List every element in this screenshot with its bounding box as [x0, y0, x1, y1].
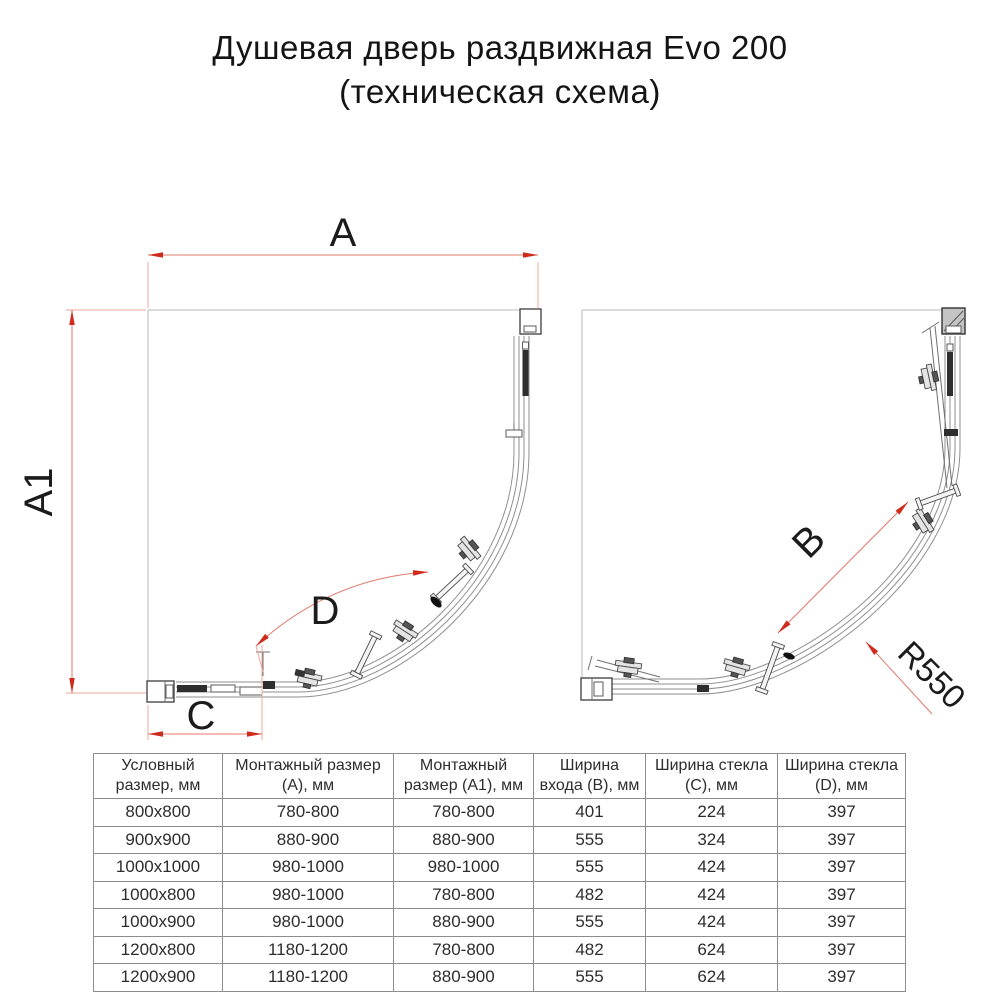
table-cell: 1180-1200 [223, 964, 394, 992]
table-cell: 401 [534, 799, 646, 827]
table-cell: 980-1000 [223, 909, 394, 937]
table-cell: 555 [534, 909, 646, 937]
table-cell: 780-800 [223, 799, 394, 827]
door-stop [697, 685, 709, 692]
table-cell: 780-800 [394, 799, 534, 827]
table-cell: 624 [646, 964, 778, 992]
table-cell: 424 [646, 854, 778, 882]
table-cell: 397 [778, 909, 906, 937]
dim-label-A1: A1 [17, 467, 61, 517]
title-line2: (техническая схема) [339, 72, 661, 110]
wall-profile-top [520, 309, 541, 334]
table-cell: 624 [646, 936, 778, 964]
table-cell: 880-900 [223, 826, 394, 854]
table-cell: 980-1000 [223, 881, 394, 909]
table-row [94, 909, 906, 937]
table-cell: 397 [778, 936, 906, 964]
header-mount-size-a1: Монтажный размер (A1), мм [394, 754, 534, 799]
wall-profile-bottom [581, 678, 612, 700]
door-stile [915, 484, 960, 510]
table-cell: 1000x800 [94, 881, 223, 909]
table-header-row [94, 754, 906, 799]
header-entry-width-b: Ширина входа (B), мм [534, 754, 646, 799]
table-cell: 1200x900 [94, 964, 223, 992]
table-cell: 482 [534, 936, 646, 964]
table-cell: 780-800 [394, 936, 534, 964]
title-line1: Душевая дверь раздвижная Evo 200 [212, 29, 788, 66]
dim-label-A: A [329, 211, 357, 255]
table-cell: 424 [646, 909, 778, 937]
size-table-grid [93, 753, 906, 992]
table-cell: 1180-1200 [223, 936, 394, 964]
right-diagram [581, 308, 973, 716]
table-row [94, 964, 906, 992]
roller-cluster [453, 534, 484, 566]
header-nominal-size: Условный размер, мм [94, 754, 223, 799]
table-cell: 555 [534, 964, 646, 992]
table-cell: 1000x900 [94, 909, 223, 937]
table-cell: 482 [534, 881, 646, 909]
table-cell: 555 [534, 854, 646, 882]
table-row [94, 799, 906, 827]
table-cell: 880-900 [394, 964, 534, 992]
wall-profile-bottom [147, 681, 174, 702]
dimension-B [778, 502, 908, 633]
roller-cluster [614, 656, 642, 678]
table-cell: 980-1000 [223, 854, 394, 882]
roller-cluster [907, 506, 937, 538]
table-cell: 397 [778, 826, 906, 854]
bracket [944, 429, 958, 436]
table-cell: 555 [534, 826, 646, 854]
table-cell: 780-800 [394, 881, 534, 909]
header-mount-size-a: Монтажный размер (A), мм [223, 754, 394, 799]
table-row [94, 854, 906, 882]
header-glass-width-d: Ширина стекла (D), мм [778, 754, 906, 799]
table-cell: 880-900 [394, 826, 534, 854]
table-cell: 800x800 [94, 799, 223, 827]
dim-label-R550: R550 [891, 633, 973, 716]
dim-label-D: D [310, 589, 340, 633]
table-row [94, 881, 906, 909]
header-glass-width-c: Ширина стекла (C), мм [646, 754, 778, 799]
door-stop [263, 681, 275, 689]
magnet-strip [523, 350, 529, 396]
table-row [94, 826, 906, 854]
size-table [93, 753, 906, 992]
table-cell: 397 [778, 881, 906, 909]
wall-profile-top [942, 308, 965, 334]
table-cell: 1200x800 [94, 936, 223, 964]
dim-label-B: B [783, 516, 834, 567]
table-row [94, 936, 906, 964]
door-stile [350, 631, 382, 679]
door-handle [294, 669, 305, 677]
dimension-R550 [866, 634, 973, 716]
magnet-strip [177, 685, 207, 692]
dimension-A1 [17, 310, 146, 693]
dim-label-C: C [186, 694, 216, 738]
table-cell: 224 [646, 799, 778, 827]
table-cell: 397 [778, 854, 906, 882]
table-cell: 1000x1000 [94, 854, 223, 882]
left-diagram [17, 211, 541, 740]
table-cell: 324 [646, 826, 778, 854]
magnet-strip [947, 352, 953, 396]
table-cell: 424 [646, 881, 778, 909]
table-cell: 880-900 [394, 909, 534, 937]
door-stile [755, 642, 784, 695]
table-cell: 900x900 [94, 826, 223, 854]
bracket [506, 423, 522, 437]
table-cell: 397 [778, 799, 906, 827]
table-cell: 397 [778, 964, 906, 992]
table-cell: 980-1000 [394, 854, 534, 882]
dimension-A [148, 211, 538, 308]
